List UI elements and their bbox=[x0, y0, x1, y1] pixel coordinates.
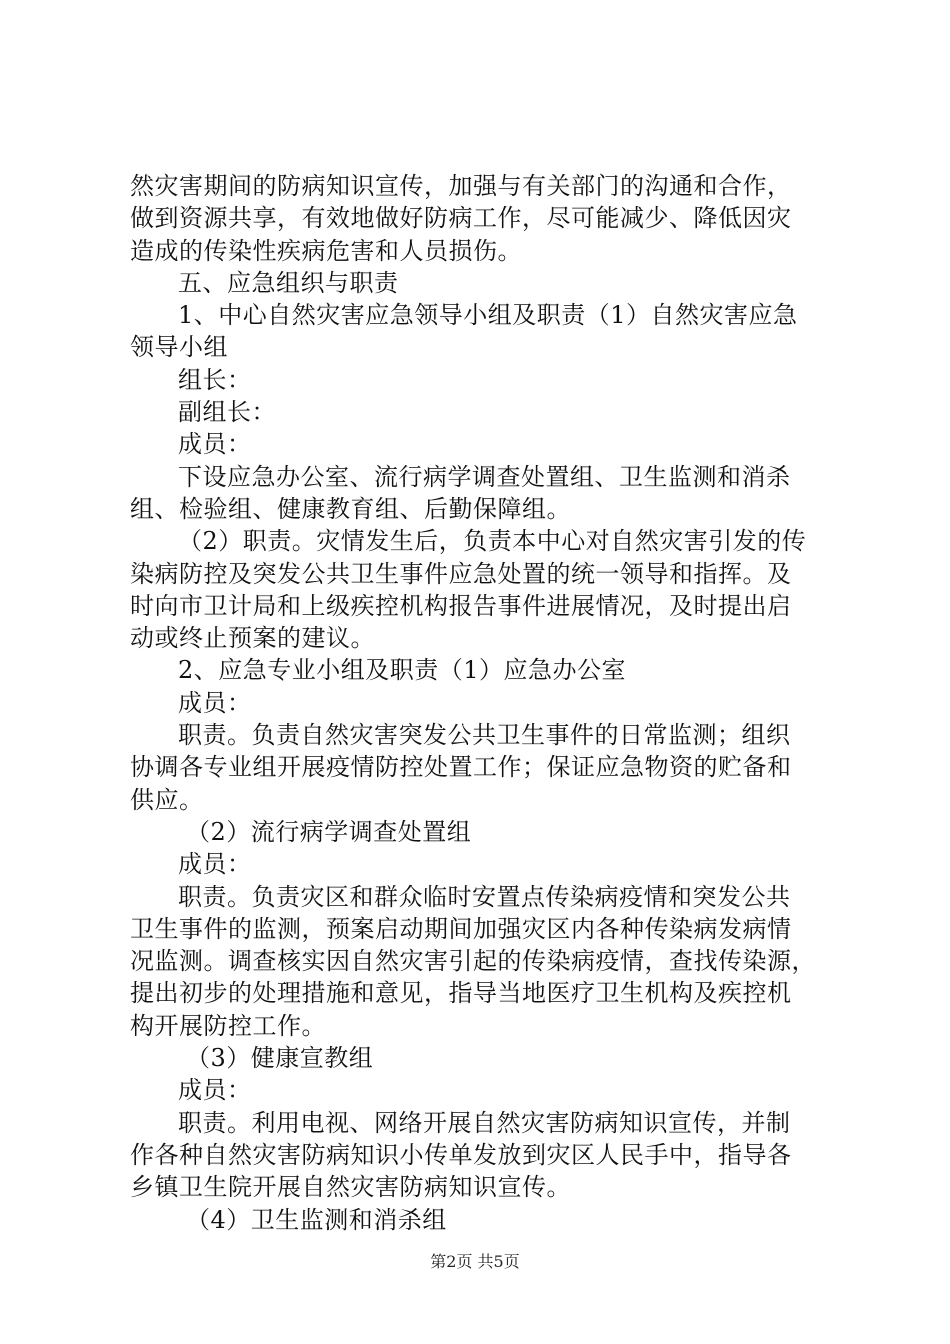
text-line: 成员： bbox=[178, 850, 252, 879]
page-footer: 第2页 共5页 bbox=[430, 1252, 520, 1271]
text-line: 成员： bbox=[178, 430, 252, 459]
text-line: 2、应急专业小组及职责（1）应急办公室 bbox=[178, 656, 627, 685]
text-line: 动或终止预案的建议。 bbox=[130, 624, 375, 653]
text-line: 乡镇卫生院开展自然灾害防病知识宣传。 bbox=[130, 1173, 571, 1202]
text-line: 成员： bbox=[178, 688, 252, 717]
text-line: 协调各专业组开展疫情防控处置工作；保证应急物资的贮备和 bbox=[130, 753, 792, 782]
text-line: 副组长： bbox=[178, 398, 276, 427]
text-line: 成员： bbox=[178, 1076, 252, 1105]
text-line: 构开展防控工作。 bbox=[130, 1011, 326, 1040]
text-line: 组、检验组、健康教育组、后勤保障组。 bbox=[130, 494, 571, 523]
text-line: 职责。利用电视、网络开展自然灾害防病知识宣传，并制 bbox=[178, 1108, 791, 1137]
text-line: 染病防控及突发公共卫生事件应急处置的统一领导和指挥。及 bbox=[130, 559, 792, 588]
text-line: 然灾害期间的防病知识宣传，加强与有关部门的沟通和合作， bbox=[130, 172, 792, 200]
text-line: 造成的传染性疾病危害和人员损伤。 bbox=[130, 236, 522, 265]
text-line: 五、应急组织与职责 bbox=[178, 268, 399, 297]
text-line: 下设应急办公室、流行病学调查处置组、卫生监测和消杀 bbox=[178, 462, 791, 491]
text-line: （4）卫生监测和消杀组 bbox=[186, 1205, 447, 1234]
text-line: （2）流行病学调查处置组 bbox=[186, 817, 472, 846]
text-line: 提出初步的处理措施和意见，指导当地医疗卫生机构及疾控机 bbox=[130, 979, 792, 1008]
text-line: 做到资源共享，有效地做好防病工作，尽可能减少、降低因灾 bbox=[130, 204, 792, 233]
text-line: （3）健康宣教组 bbox=[186, 1044, 374, 1073]
text-line: 况监测。调查核实因自然灾害引起的传染病疫情，查找传染源， bbox=[130, 947, 816, 976]
text-line: 供应。 bbox=[130, 785, 204, 814]
text-line: 卫生事件的监测，预案启动期间加强灾区内各种传染病发病情 bbox=[130, 914, 792, 943]
text-line: 组长： bbox=[178, 365, 252, 394]
text-line: 职责。负责自然灾害突发公共卫生事件的日常监测；组织 bbox=[178, 721, 791, 750]
text-line: 领导小组 bbox=[130, 333, 228, 362]
text-line: 1、中心自然灾害应急领导小组及职责（1）自然灾害应急 bbox=[178, 301, 798, 330]
text-line: 作各种自然灾害防病知识小传单发放到灾区人民手中，指导各 bbox=[130, 1140, 792, 1169]
document-body bbox=[130, 170, 830, 1236]
text-line: 职责。负责灾区和群众临时安置点传染病疫情和突发公共 bbox=[178, 882, 791, 911]
text-line: 时向市卫计局和上级疾控机构报告事件进展情况，及时提出启 bbox=[130, 591, 792, 620]
text-line: （2）职责。灾情发生后，负责本中心对自然灾害引发的传 bbox=[178, 527, 807, 556]
